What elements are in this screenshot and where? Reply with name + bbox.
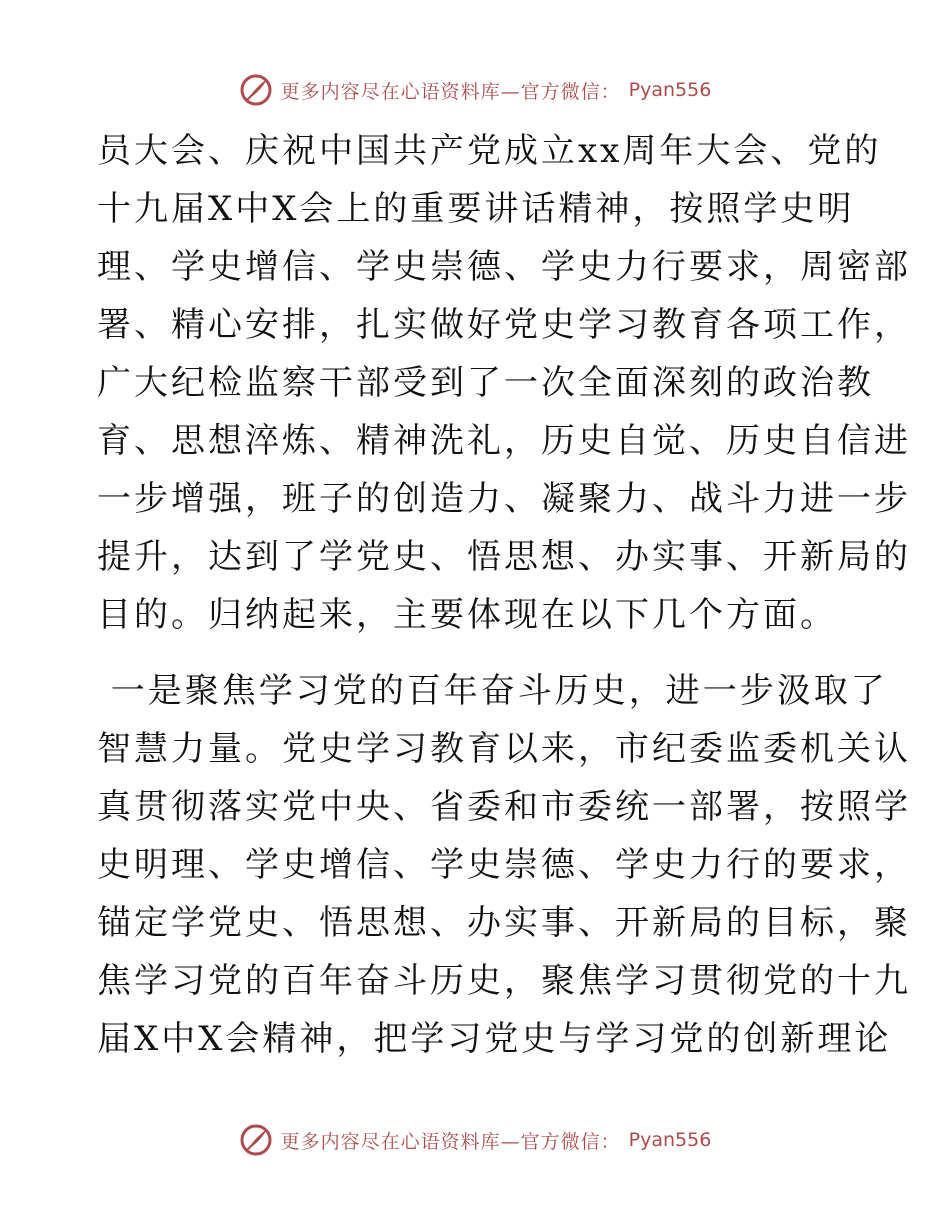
text-line: 员大会、庆祝中国共产党成立xx周年大会、党的 (97, 131, 882, 171)
quill-logo-icon (239, 1123, 273, 1157)
text-line: 广大纪检监察干部受到了一次全面深刻的政治教 (97, 363, 874, 403)
text-line: 一步增强，班子的创造力、凝聚力、战斗力进一步 (97, 479, 911, 519)
text-line: 锚定学党史、悟思想、办实事、开新局的目标，聚 (97, 903, 911, 943)
paragraph (97, 662, 911, 1068)
text-line: 智慧力量。党史学习教育以来，市纪委监委机关认 (97, 729, 911, 769)
paragraph-gap (97, 644, 857, 662)
text-line: 署、精心安排，扎实做好党史学习教育各项工作， (97, 305, 911, 345)
paragraph (97, 122, 911, 644)
watermark-handle: Pyan556 (628, 1129, 712, 1151)
text-line: 十九届X中X会上的重要讲话精神，按照学史明 (97, 189, 855, 229)
document-body (97, 122, 911, 1068)
footer-watermark (0, 1120, 950, 1160)
text-line: 焦学习党的百年奋斗历史，聚焦学习贯彻党的十九 (97, 961, 911, 1001)
text-line: 届X中X会精神，把学习党史与学习党的创新理论 (97, 1019, 892, 1059)
watermark-text: 更多内容尽在心语资料库—官方微信： (280, 80, 621, 103)
quill-logo-icon (239, 73, 273, 107)
header-watermark (0, 70, 950, 110)
text-line: 目的。归纳起来，主要体现在以下几个方面。 (97, 595, 837, 635)
text-line: 提升，达到了学党史、悟思想、办实事、开新局的 (97, 537, 911, 577)
text-line: 育、思想淬炼、精神洗礼，历史自觉、历史自信进 (97, 421, 911, 461)
text-line: 一是聚焦学习党的百年奋斗历史，进一步汲取了 (97, 671, 888, 711)
text-line: 理、学史增信、学史崇德、学史力行要求，周密部 (97, 247, 911, 287)
text-line: 真贯彻落实党中央、省委和市委统一部署，按照学 (97, 787, 911, 827)
watermark-handle: Pyan556 (628, 79, 712, 101)
text-line: 史明理、学史增信、学史崇德、学史力行的要求， (97, 845, 911, 885)
watermark-text: 更多内容尽在心语资料库—官方微信： (280, 1130, 621, 1153)
